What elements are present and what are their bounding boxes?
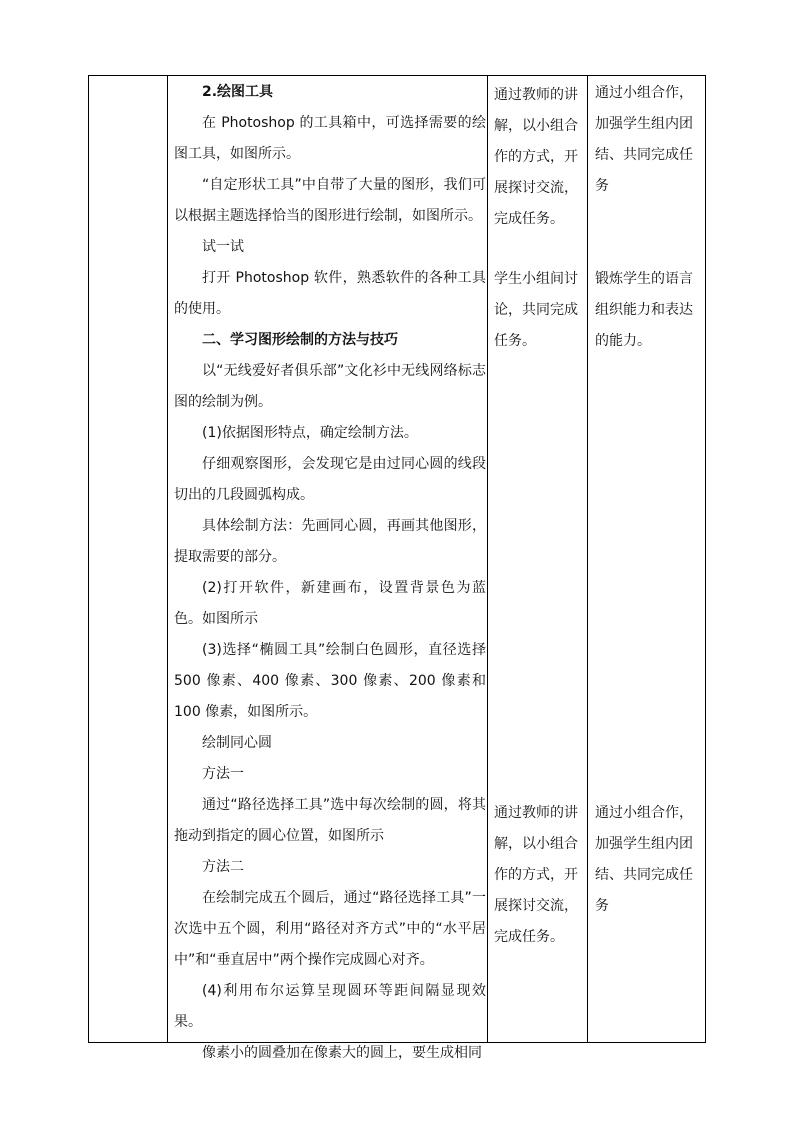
content-paragraph: (2)打开软件，新建画布，设置背景色为蓝色。如图所示 bbox=[174, 580, 486, 627]
content-paragraph: 打开 Photoshop 软件，熟悉软件的各种工具的使用。 bbox=[174, 270, 486, 317]
content-paragraph: 在绘制完成五个圆后，通过“路径选择工具”一次选中五个圆，利用“路径对齐方式”中的“水平居中”和“垂直居中”两个操作完成圆心对齐。 bbox=[174, 890, 486, 968]
student-activity-block bbox=[494, 264, 586, 357]
design-intent-text: 通过小组合作，加强学生组内团结、共同完成任务 bbox=[595, 805, 693, 914]
content-paragraph: 仔细观察图形，会发现它是由过同心圆的线段切出的几段圆弧构成。 bbox=[174, 456, 486, 503]
design-intent-block bbox=[595, 78, 705, 202]
student-activity-block bbox=[494, 798, 586, 953]
design-intent-block bbox=[595, 264, 705, 357]
student-activity-text: 学生小组间讨论，共同完成任务。 bbox=[494, 271, 578, 349]
content-paragraph: (1)依据图形特点，确定绘制方法。 bbox=[202, 425, 418, 441]
content-paragraph: (3)选择“椭圆工具”绘制白色圆形，直径选择 500 像素、400 像素、300 像素、200 像素和 100 像素，如图所示。 bbox=[174, 642, 486, 720]
content-paragraph: 方法一 bbox=[202, 766, 244, 782]
content-paragraph: 在 Photoshop 的工具箱中，可选择需要的绘图工具，如图所示。 bbox=[174, 115, 486, 162]
content-paragraph: (4)利用布尔运算呈现圆环等距间隔显现效果。 bbox=[174, 983, 486, 1030]
student-activity-block bbox=[494, 80, 586, 235]
teaching-content-cell bbox=[168, 77, 488, 1069]
heading-section-two: 二、学习图形绘制的方法与技巧 bbox=[202, 332, 398, 348]
design-intent-block bbox=[595, 798, 705, 922]
content-paragraph: 具体绘制方法：先画同心圆，再画其他图形，提取需要的部分。 bbox=[174, 518, 486, 565]
lesson-plan-table bbox=[88, 75, 706, 1061]
content-paragraph: 试一试 bbox=[202, 239, 244, 255]
heading-drawing-tools: 2.绘图工具 bbox=[202, 84, 274, 100]
design-intent-text: 锻炼学生的语言组织能力和表达的能力。 bbox=[595, 271, 693, 349]
design-intent-text: 通过小组合作，加强学生组内团结、共同完成任务 bbox=[595, 85, 693, 194]
content-paragraph: 以“无线爱好者俱乐部”文化衫中无线网络标志图的绘制为例。 bbox=[174, 363, 486, 410]
design-intent-cell bbox=[588, 76, 707, 1042]
content-paragraph: 方法二 bbox=[202, 859, 244, 875]
content-paragraph: 像素小的圆叠加在像素大的圆上，要生成相同 bbox=[202, 1045, 482, 1061]
student-activity-cell bbox=[488, 76, 588, 1042]
stage-cell-empty bbox=[89, 76, 167, 1042]
content-paragraph: 绘制同心圆 bbox=[202, 735, 272, 751]
content-paragraph: “自定形状工具”中自带了大量的图形，我们可以根据主题选择恰当的图形进行绘制，如图所示。 bbox=[174, 177, 486, 224]
student-activity-text: 通过教师的讲解，以小组合作的方式，开展探讨交流，完成任务。 bbox=[494, 805, 578, 945]
content-paragraph: 通过“路径选择工具”选中每次绘制的圆，将其拖动到指定的圆心位置，如图所示 bbox=[174, 797, 486, 844]
student-activity-text: 通过教师的讲解，以小组合作的方式，开展探讨交流，完成任务。 bbox=[494, 87, 578, 227]
